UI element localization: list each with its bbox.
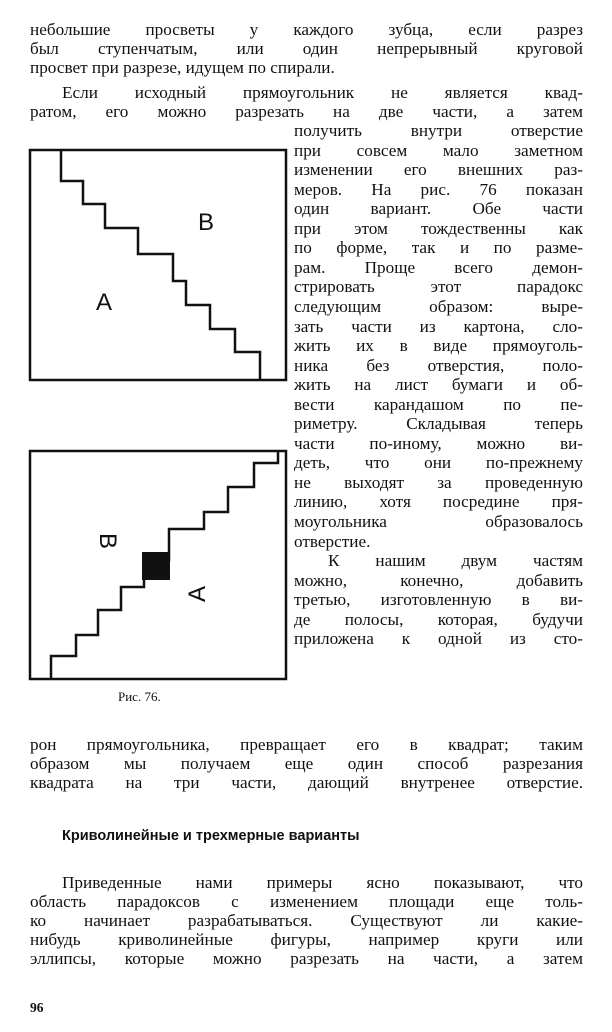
- side-text-line: жить их в виде прямоуголь-: [294, 336, 583, 356]
- side-text-line: рам. Проще всего демон-: [294, 257, 583, 277]
- side-text-line: при совсем мало заметном: [294, 140, 583, 160]
- para3-line-4: нибудь криволинейные фигуры, например круги или: [30, 930, 583, 949]
- para2-line-2: ратом, его можно разрезать на две части, а затем: [30, 102, 583, 121]
- side-text-line: изменении его внешних раз-: [294, 160, 583, 180]
- figure-top-label-b: B: [198, 209, 215, 236]
- figure-76-bottom: [28, 449, 290, 683]
- section-heading: Криволинейные и трехмерные варианты: [62, 828, 360, 844]
- figure-bottom-label-a: A: [184, 585, 211, 602]
- side-text-line: получить внутри отверстие: [294, 121, 583, 140]
- side-text-line: моугольника образовалось: [294, 512, 583, 531]
- side-text-line: отверстие.: [294, 531, 371, 551]
- figure-caption: Рис. 76.: [118, 689, 161, 704]
- side-text-line: ника без отверстия, поло-: [294, 355, 583, 375]
- para1-line-2: был ступенчатым, или один непрерывный круговой: [30, 39, 583, 58]
- side-text-line: один вариант. Обе части: [294, 199, 583, 219]
- figure-top-label-a: A: [96, 289, 113, 316]
- figure-76-top: [28, 148, 290, 384]
- side-text-line: меров. На рис. 76 показан: [294, 179, 583, 199]
- side-text-line: риметру. Складывая теперь: [294, 414, 583, 434]
- para1-line-3: просвет при разрезе, идущем по спирали.: [30, 58, 335, 77]
- side-text-line: третью, изготовленную в ви-: [294, 590, 583, 610]
- side-text-line: части по-иному, можно ви-: [294, 433, 583, 453]
- side-text-line: по форме, так и по разме-: [294, 238, 583, 258]
- para2-tail-line-3: квадрата на три части, дающий внутренее отверстие.: [30, 773, 583, 792]
- side-text-line: К нашим двум частям: [328, 551, 583, 571]
- side-text-line: вести карандашом по пе-: [294, 394, 583, 414]
- side-text-line: при этом тождественны как: [294, 218, 583, 238]
- side-text-line: следующим образом: выре-: [294, 296, 583, 316]
- side-text-line: можно, конечно, добавить: [294, 570, 583, 590]
- para2-tail-line-1: рон прямоугольника, превращает его в квадрат; таким: [30, 735, 583, 754]
- para3-line-3: ко начинает разрабатываться. Существуют ли какие-: [30, 911, 583, 930]
- side-text-line: деть, что они по-прежнему: [294, 453, 583, 473]
- figure-bottom-label-b: B: [94, 533, 121, 550]
- para3-line-5: эллипсы, которые можно разрезать на части, а затем: [30, 949, 583, 968]
- side-text-line: приложена к одной из сто-: [294, 629, 583, 649]
- side-text-line: стрировать этот парадокс: [294, 277, 583, 297]
- page-number: 96: [30, 1000, 44, 1015]
- side-text-line: де полосы, которая, будучи: [294, 609, 583, 629]
- para1-line-1: небольшие просветы у каждого зубца, если разрез: [30, 20, 583, 39]
- para2-line-1: Если исходный прямоугольник не является квад-: [62, 83, 583, 102]
- para2-tail-line-2: образом мы получаем еще один способ разрезания: [30, 754, 583, 773]
- side-text-line: зать части из картона, сло-: [294, 316, 583, 336]
- side-text-line: не выходят за проведенную: [294, 472, 583, 492]
- side-text-line: жить на лист бумаги и об-: [294, 375, 583, 395]
- side-text-line: линию, хотя посредине пря-: [294, 492, 583, 512]
- figure-hole: [142, 552, 170, 580]
- para3-line-1: Приведенные нами примеры ясно показывают, что: [62, 873, 583, 892]
- para3-line-2: область парадоксов с изменением площади еще толь-: [30, 892, 583, 911]
